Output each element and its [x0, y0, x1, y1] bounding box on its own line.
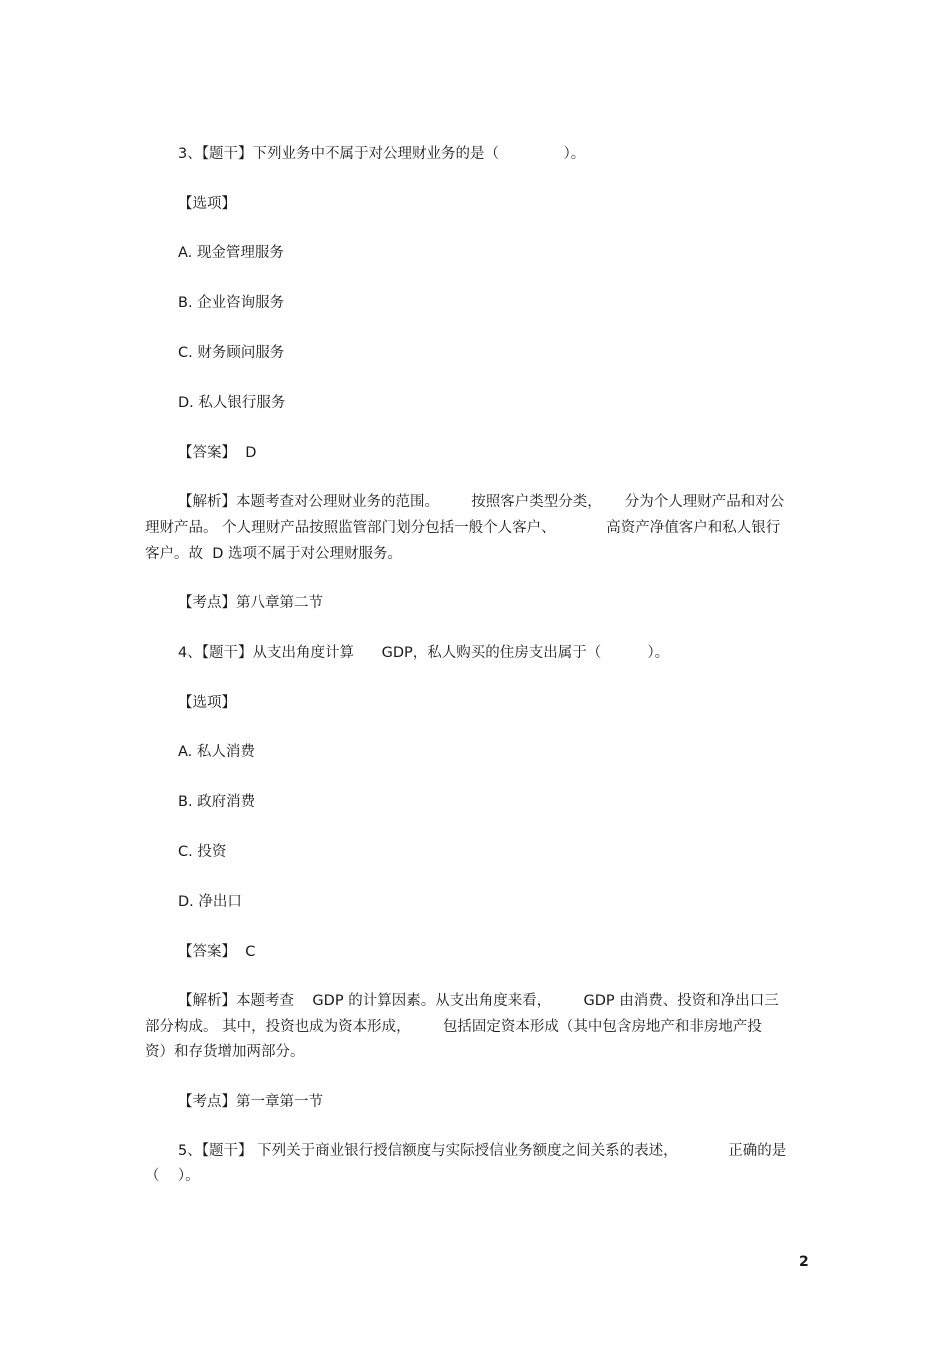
- q3-option-c: C. 财务顾问服务: [178, 345, 285, 361]
- q3-options-label: 【选项】: [178, 196, 236, 212]
- q5-stem-line-2: （ ）。: [145, 1168, 200, 1184]
- q3-analysis-line-1: 【解析】本题考查对公理财业务的范围。 按照客户类型分类， 分为个人理财产品和对公: [178, 494, 785, 510]
- q3-option-b: B. 企业咨询服务: [178, 295, 285, 311]
- q5-stem-line-1: 5、【题干】 下列关于商业银行授信额度与实际授信业务额度之间关系的表述， 正确的是: [178, 1143, 787, 1159]
- q4-analysis-line-3: 资）和存货增加两部分。: [145, 1044, 305, 1060]
- q4-option-b: B. 政府消费: [178, 794, 256, 810]
- page-number: 2: [799, 1254, 809, 1270]
- q3-analysis-line-2: 理财产品。 个人理财产品按照监管部门划分包括一般个人客户、 高资产净值客户和私人银行: [145, 520, 781, 536]
- q4-options-label: 【选项】: [178, 695, 236, 711]
- q4-option-d: D. 净出口: [178, 894, 242, 910]
- q3-stem: 3、【题干】下列业务中不属于对公理财业务的是（ ）。: [178, 146, 586, 162]
- q4-stem: 4、【题干】从支出角度计算 GDP，私人购买的住房支出属于（ ）。: [178, 645, 670, 661]
- q4-option-c: C. 投资: [178, 844, 227, 860]
- q4-point: 【考点】第一章第一节: [178, 1094, 323, 1110]
- q3-option-a: A. 现金管理服务: [178, 245, 284, 261]
- q4-option-a: A. 私人消费: [178, 744, 255, 760]
- q3-point: 【考点】第八章第二节: [178, 595, 323, 611]
- q3-option-d: D. 私人银行服务: [178, 395, 286, 411]
- q4-answer: 【答案】 C: [178, 944, 256, 960]
- q4-analysis-line-1: 【解析】本题考查 GDP 的计算因素。从支出角度来看， GDP 由消费、投资和净出口三: [178, 993, 779, 1009]
- q3-analysis-line-3: 客户。故 D 选项不属于对公理财服务。: [145, 546, 402, 562]
- q3-answer: 【答案】 D: [178, 445, 257, 461]
- q4-analysis-line-2: 部分构成。 其中，投资也成为资本形成， 包括固定资本形成（其中包含房地产和非房地产投: [145, 1019, 762, 1035]
